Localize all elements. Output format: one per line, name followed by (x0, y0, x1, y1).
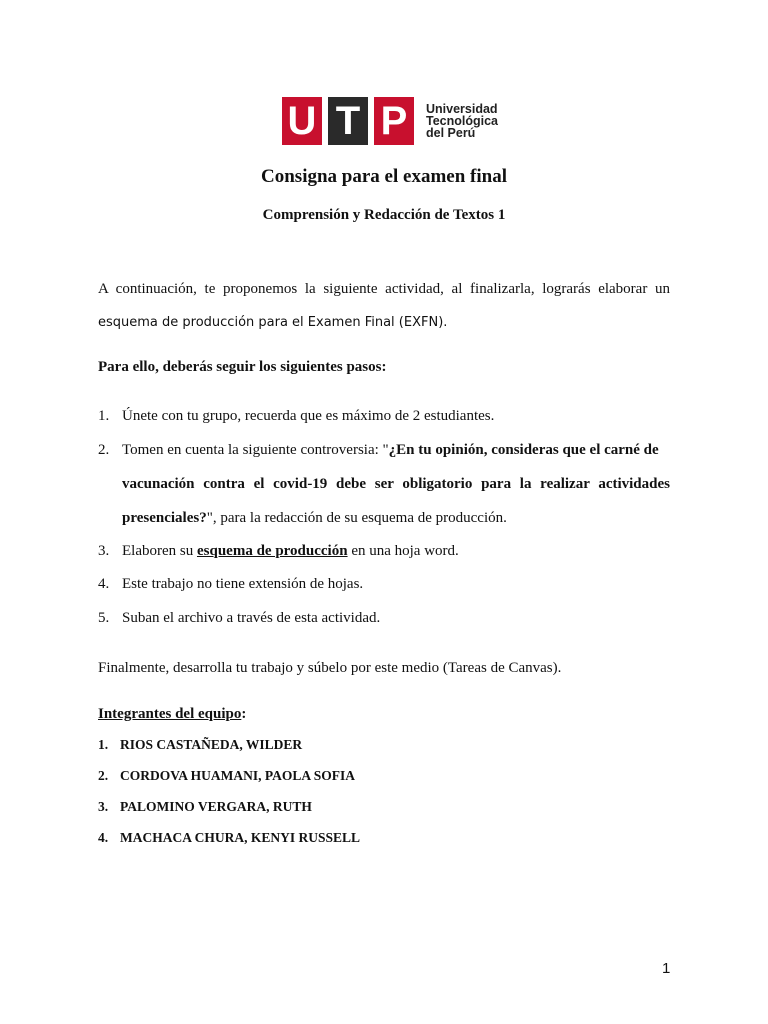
logo-letter-t: T (328, 97, 368, 145)
team-heading-colon: : (241, 706, 247, 722)
step-3-emphasis: esquema de producción (196, 543, 348, 559)
team-heading-text: Integrantes del equipo (98, 706, 242, 722)
step-3-suffix: en una hoja word. (347, 543, 459, 559)
team-member (98, 768, 355, 784)
team-member-name: PALOMINO VERGARA, RUTH (120, 799, 312, 814)
team-member-number: 3. (98, 799, 109, 814)
step-4-number: 4. (98, 576, 110, 592)
page-number: 1 (662, 960, 671, 977)
step-2-number: 2. (98, 442, 110, 458)
step-5 (98, 608, 380, 628)
step-4-text: Este trabajo no tiene extensión de hojas. (122, 576, 364, 592)
step-1 (98, 406, 494, 426)
step-2 (98, 440, 659, 460)
step-3-number: 3. (98, 543, 110, 559)
team-member-number: 4. (98, 830, 109, 845)
step-2-question-line3: presenciales? (122, 510, 207, 526)
step-2-prefix: Tomen en cuenta la siguiente controversia: " (122, 442, 389, 458)
step-2-question-line2: vacunación contra el covid-19 debe ser obligatorio para la realizar actividades (122, 476, 670, 492)
steps-heading: Para ello, deberás seguir los siguientes pasos: (98, 359, 387, 375)
document-subtitle: Comprensión y Redacción de Textos 1 (262, 207, 506, 223)
utp-logo (282, 97, 498, 145)
logo-name-line3: del Perú (426, 126, 476, 140)
step-3 (98, 541, 459, 561)
step-2-question-line1: ¿En tu opinión, consideras que el carné de (388, 442, 659, 458)
step-5-text: Suban el archivo a través de esta actividad. (122, 610, 381, 626)
step-3-prefix: Elaboren su (122, 543, 197, 559)
team-member-name: RIOS CASTAÑEDA, WILDER (120, 737, 303, 752)
team-member-number: 2. (98, 768, 109, 783)
logo-name-line1: Universidad (426, 102, 498, 116)
team-member-name: CORDOVA HUAMANI, PAOLA SOFIA (120, 768, 356, 783)
step-2-line3 (122, 508, 670, 528)
logo-letter-u: U (282, 97, 322, 145)
step-5-number: 5. (98, 610, 110, 626)
step-4 (98, 574, 363, 594)
intro-line1: A continuación, te proponemos la siguiente actividad, al finalizarla, lograrás elaborar un (98, 281, 670, 297)
logo-university-name (426, 103, 498, 139)
closing-paragraph: Finalmente, desarrolla tu trabajo y súbelo por este medio (Tareas de Canvas). (98, 660, 562, 676)
document-title: Consigna para el examen final (261, 166, 507, 187)
team-member-name: MACHACA CHURA, KENYI RUSSELL (120, 830, 361, 845)
team-member (98, 830, 360, 846)
team-heading (98, 704, 670, 724)
step-1-number: 1. (98, 408, 110, 424)
step-1-text: Únete con tu grupo, recuerda que es máximo de 2 estudiantes. (122, 408, 495, 424)
step-2-suffix: ", para la redacción de su esquema de producción. (206, 510, 507, 526)
intro-line2 (98, 312, 670, 333)
team-member-number: 1. (98, 737, 109, 752)
intro-line2-text: esquema de producción para el Examen Final (EXFN). (98, 315, 448, 330)
logo-name-line2: Tecnológica (426, 114, 499, 128)
team-member (98, 737, 302, 753)
logo-letter-p: P (374, 97, 414, 145)
team-member (98, 799, 312, 815)
